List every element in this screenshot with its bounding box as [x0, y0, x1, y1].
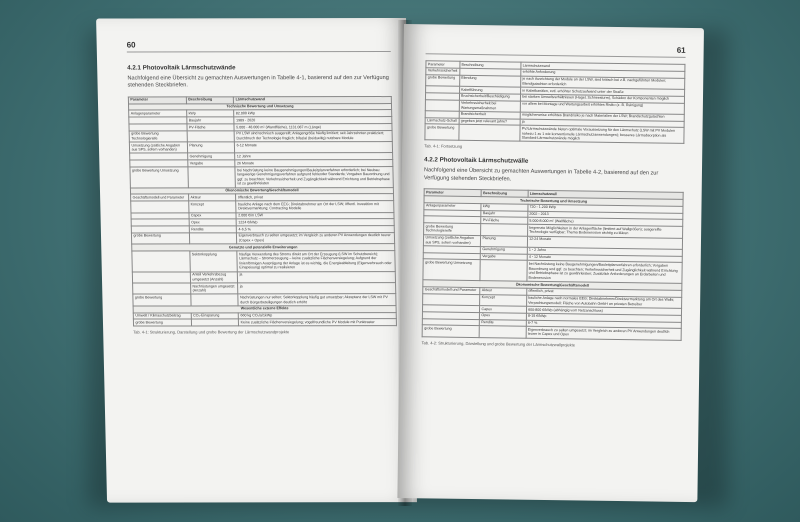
cell-beschreibung: Brandsicherheit — [459, 111, 520, 119]
cell-value: Lärmschutzwand — [521, 62, 685, 71]
cell-value: möglicherweise erhöhtes Brandrisiko je nach Materialien der LSW; Brandschutzgutachten — [520, 112, 684, 121]
cell-value: 1989 - 2020 — [234, 117, 392, 124]
cell-beschreibung: Capex — [479, 306, 526, 313]
cell-value: ja — [238, 283, 396, 295]
table-row — [129, 142, 392, 154]
left-intro: Nachfolgend eine Übersicht zu gemachten Auswertungen in Tabelle 4-1, basierend auf den zur Verfügung stehenden Steckbriefen. — [127, 75, 389, 89]
cell-parameter: Geschäftsmodell und Parameter — [131, 194, 189, 201]
cell-parameter: Anlagenparameter — [424, 203, 481, 211]
cell-beschreibung: Planung — [480, 235, 527, 247]
cell-value: erhöhte Anforderung — [521, 69, 685, 78]
header-lsw: Lärmschutzwand — [234, 96, 392, 103]
table-row — [130, 167, 393, 188]
cell-value: begrenzte Möglichkeiten in der Anlagenfläche (limitiert auf Wallgrößen); ausgereifte Technologie verfügbar; Thema Bodenerosion wichtig zu klären — [527, 224, 683, 238]
cell-value: 2.000 €/m LSW — [236, 212, 394, 219]
cell-value: PV/Lärmschutzwände bieten optimale Voraussetzung für den Lärmschutz (LSW mit PV Modulen nahezu 1 zu 1 wie konventionelle Lärmschutzanwendungen); besseres Lärmabsorption als Standard-Lärmschutzwände möglich — [520, 126, 684, 144]
cell-parameter: Umwelt / Klimaschutzbeitrag — [133, 312, 191, 319]
cell-beschreibung — [458, 125, 519, 142]
cell-parameter — [132, 272, 190, 283]
cell-parameter: Umsetzung (zeitliche Angaben aus SPS, sofern vorhanden) — [423, 234, 480, 246]
table-row — [425, 124, 684, 144]
cell-beschreibung: Rendite — [189, 226, 236, 233]
cell-beschreibung: Konzept — [189, 201, 237, 212]
cell-parameter: grobe Bewertung — [422, 325, 479, 337]
table-row — [131, 232, 394, 244]
cell-beschreibung: Akteur — [480, 287, 527, 294]
cell-value: 5.000 - 48.000 m² (Wandfläche), 1131.087 m (Länge) — [234, 123, 392, 130]
cell-value: je nach Ausrichtung der Module an der LSW, sind kritisch bei z.B. nachgeführten Modulen; Blendgutachten erforderlich — [520, 76, 684, 90]
left-page — [96, 18, 417, 503]
cell-beschreibung: Baujahr — [481, 210, 528, 217]
cell-beschreibung: Capex — [189, 212, 236, 219]
left-caption: Tab. 4-1: Strukturierung, Darstellung und grobe Bewertung der Lärmschutzwandprojekte — [133, 329, 290, 335]
cell-parameter — [425, 99, 459, 111]
cell-beschreibung: Akteur — [188, 194, 235, 201]
table-row — [133, 319, 396, 326]
cell-beschreibung — [479, 326, 526, 338]
cell-beschreibung — [191, 319, 238, 326]
cell-value: 12 Jahre — [235, 153, 393, 160]
cell-value: öffentlich, privat — [526, 288, 682, 297]
right-cont-table — [424, 60, 685, 144]
right-cont-body — [425, 61, 685, 144]
left-section-title: 4.2.1 Photovoltaik Lärmschutzwände — [127, 64, 236, 72]
cell-beschreibung — [191, 294, 239, 305]
cell-value: 1 - 2 Jahre — [527, 247, 683, 256]
cell-beschreibung — [189, 233, 237, 244]
right-caption: Tab. 4-2: Strukturierung, Darstellung und grobe Bewertung der Lärmschutzwallprojekte — [421, 339, 575, 348]
cell-beschreibung: Blendung — [459, 75, 520, 87]
cell-value: 4 - 12 Monate — [527, 254, 683, 263]
cell-value: Keine zusätzliche Flächenversiegelung; vogelfreundliche PV Module mit Punktraster — [239, 319, 397, 326]
right-section-title: 4.2.2 Photovoltaik Lärmschutzwälle — [424, 156, 529, 166]
cell-value: bei starken Umweltverhältnissen (Hagel, Schneesturm), Schäden der Komponenten möglich — [520, 94, 684, 103]
cell-value: bauliche Anlage nach normales EEG; Direktabnehmer/Direktvermarktung am Ort des Walls; Verpachtungsmodell: Fläche von Autobahn GmbH an privaten Betreiber — [526, 295, 682, 309]
cell-value: ja — [520, 119, 684, 128]
cell-value: 2002 - 2013 — [527, 211, 683, 220]
cell-value: vor allem bei Montage und Wartungsarbeit erhöhtes Risiko (z. B. Reinigung) — [520, 101, 684, 115]
cell-parameter: Umsetzung (zeitliche Angaben aus SPS, sofern vorhanden) — [129, 142, 187, 153]
right-page — [397, 24, 704, 502]
cell-beschreibung: kWp — [481, 203, 528, 210]
cell-parameter — [131, 201, 189, 212]
cell-parameter — [132, 251, 190, 272]
table-row — [132, 251, 395, 272]
cell-value: 5.000-8.000 m² (Wallfläche) — [527, 218, 683, 227]
cell-beschreibung: Rendite — [479, 319, 526, 326]
cell-value: in Kabelkanälen, evtl. erhöhter Schutzaufwand unter der Straße — [520, 87, 684, 96]
cell-parameter: Verkehrssicherheit — [426, 68, 460, 75]
section-title: Technische Bewertung und Umsetzung — [424, 196, 683, 206]
cell-beschreibung — [188, 167, 236, 188]
cell-value: häufige Verwendung des Stroms direkt am Ort der Erzeugung (LSW im Schutzbereich); Lärmschutz – Stromerzeugung – keine zusätzliche Flächenversiegelung; Aufgrund der linienförmigen Ausprägung der Anlage ist es wichtig, die Energieableitung (Eigenverbrauch oder Einspeisung) optimal zu realisieren — [237, 251, 395, 272]
cell-parameter — [423, 293, 480, 305]
cell-value: 720 - 1.200 kWp — [527, 204, 683, 213]
cell-beschreibung: PV-Fläche — [481, 217, 528, 224]
header-beschreibung: Beschreibung — [481, 190, 528, 197]
cell-value: öffentlich, privat — [236, 194, 394, 201]
right-table — [422, 189, 684, 341]
cell-parameter: grobe Bewertung Technologiereife — [424, 223, 481, 235]
section-title: Ökonomische Bewertung/Geschäftsmodell — [423, 280, 682, 290]
cell-value: bei Nachrüstung keine Baugenehmigungen/Bauleitplanverfahren erforderlich; Vorgaben Bauordnung und ggf. zu beachten; Verkehrssicherheit und Zugänglichkeit während Errichtung und Betriebsphase ist zu gewährleisten; Zusätzlich Anforderungen an Erdarbeiten und Bodenerosion — [526, 261, 682, 284]
table-row — [132, 271, 395, 283]
cell-parameter: grobe Bewertung — [133, 319, 191, 326]
cell-beschreibung: PV-Fläche — [187, 124, 234, 131]
header-beschreibung: Beschreibung — [186, 97, 233, 104]
cell-value: 660 kg CO₂/a/1kWp — [238, 312, 396, 319]
cell-value: 600-800 €/kWp (abhängig vom Netzanschluss) — [526, 306, 682, 315]
cell-parameter: Parameter — [426, 61, 460, 68]
cell-value: 82.000 kWp — [234, 110, 392, 117]
cell-value: 1224 €/kWp — [236, 219, 394, 226]
cell-value: Eigenverbrauch zu selten umgesetzt; im Vergleich zu anderen PV Anwendungen deutlich teurer (Capex + Opex) — [237, 232, 395, 244]
cell-beschreibung: Vergabe — [188, 160, 235, 167]
header-parameter: Parameter — [424, 189, 481, 197]
cell-value: bei Nachrüstung keine Baugenehmigungen/Bauleitplanverfahren erforderlich; bei Neubau: langwierige Genehmigungsverfahren aufgrund fehlender Standards; Vorgaben Bauordnung und ggf. zu beachten; Verkehrssicherheit und Zugänglichkeit während Errichtung und Betriebsphase ist zu gewährleisten — [235, 167, 393, 188]
cell-beschreibung: Vergabe — [480, 253, 527, 260]
table-row — [129, 130, 392, 142]
cell-value: Eigenverbrauch zu selten umgesetzt; im Vergleich zu anderen PV Anwendungen deutlich teurer in Capex und Opex — [526, 327, 682, 341]
header-parameter: Parameter — [128, 97, 186, 104]
cell-beschreibung: Anteil Verkehrsbezug umgesetzt (Anzahl) — [190, 271, 238, 282]
cell-parameter: Lärmschutz-Schall — [425, 117, 459, 124]
cell-parameter: grobe Bewertung Umsetzung — [423, 259, 480, 280]
cell-parameter: grobe Bewertung — [426, 74, 460, 86]
cell-parameter: Geschäftsmodell und Parameter — [423, 287, 480, 295]
table-row — [133, 283, 396, 295]
section-title: Wesentliche externe Effekte — [133, 305, 396, 312]
right-cont-caption: Tab. 4-1: Fortsetzung — [424, 143, 463, 150]
cell-beschreibung: Baujahr — [187, 117, 234, 124]
cell-value: ja — [237, 271, 395, 283]
cell-beschreibung: Nachrüstungen umgesetzt (Anzahl) — [190, 283, 238, 294]
left-table-body — [129, 103, 397, 326]
cell-parameter — [133, 283, 191, 294]
cell-beschreibung — [480, 260, 527, 281]
section-title: Ökonomische Bewertung/Geschäftsmodell — [130, 187, 393, 194]
cell-parameter: grobe Bewertung — [131, 233, 189, 244]
left-table — [128, 96, 397, 327]
table-row — [131, 201, 394, 213]
cell-beschreibung — [481, 224, 528, 236]
cell-beschreibung: Konzept — [480, 294, 527, 306]
cell-value: 26 Monate — [235, 160, 393, 167]
cell-value: 4-6,5 % — [236, 226, 394, 233]
cell-parameter: grobe Bewertung — [133, 294, 191, 305]
section-title: Technische Bewertung und Umsetzung — [129, 103, 392, 110]
cell-value: bauliche Anlage nach dem EEG; Direktabnehmer am Ort der LSW; öffentl. Investition mit Direktvermarktung; Contracting Modelle — [236, 201, 394, 213]
table-row — [133, 294, 396, 306]
cell-value: 8-15 €/kWp — [526, 313, 682, 322]
cell-beschreibung: Kabelführung — [459, 86, 520, 94]
cell-beschreibung: Verkehrssicherheit bei Wartungsmaßnahmen — [459, 100, 520, 112]
table-row — [422, 325, 681, 340]
cell-parameter: Anlagenparameter — [129, 110, 187, 117]
header-lswall: Lärmschutzwall — [528, 190, 684, 199]
right-page-number: 61 — [426, 42, 686, 58]
cell-beschreibung: Opex — [479, 312, 526, 319]
cell-beschreibung: CO₂-Einsparung — [191, 312, 238, 319]
cell-beschreibung: Genehmigung — [480, 246, 527, 253]
cell-value: 12-24 Monate — [527, 236, 683, 250]
right-table-body — [422, 196, 683, 340]
cell-value: PV LSW sind technisch ausgereift; Anlagengröße häufig limitiert; seit Jahrzehnten praktiziert; Durchbruch der Technologie fraglich; bifazial (beidseitig) nutzbare Module — [234, 130, 392, 142]
cell-beschreibung: Planung — [187, 142, 235, 153]
cell-beschreibung: kWp — [187, 110, 234, 117]
left-page-number: 60 — [127, 40, 391, 52]
cell-parameter: grobe Bewertung Technologiereife — [129, 131, 187, 142]
cell-parameter: grobe Bewertung — [425, 124, 459, 140]
cell-beschreibung: Sektorkopplung — [190, 251, 238, 272]
cell-value: Nachrüstungen nur selten; Sektorkopplung häufig gut umsetzbar; Akzeptanz der LSW mit PV durch Bürgerbeteiligungen deutlich erhöht — [238, 294, 396, 306]
cell-beschreibung: gegeben jetzt relevant jahre? — [459, 118, 520, 126]
cell-value: 6-7 % — [526, 320, 682, 329]
cell-beschreibung — [187, 131, 235, 142]
cell-beschreibung: Genehmigung — [187, 153, 234, 160]
cell-beschreibung: Bruchsicherheit/Beschädigung — [459, 93, 520, 101]
right-intro: Nachfolgend eine Übersicht zu gemachten Auswertungen in Tabelle 4-2, basierend auf den zur Verfügung stehenden Steckbriefen. — [423, 167, 659, 183]
cell-beschreibung: Opex — [189, 219, 236, 226]
cell-value: 6-12 Monate — [235, 142, 393, 154]
cell-parameter: grobe Bewertung Umsetzung — [130, 167, 188, 188]
section-title: Genutzte und potenzielle Erweiterungen — [132, 244, 395, 251]
cell-beschreibung: Beschreibung — [459, 61, 520, 69]
